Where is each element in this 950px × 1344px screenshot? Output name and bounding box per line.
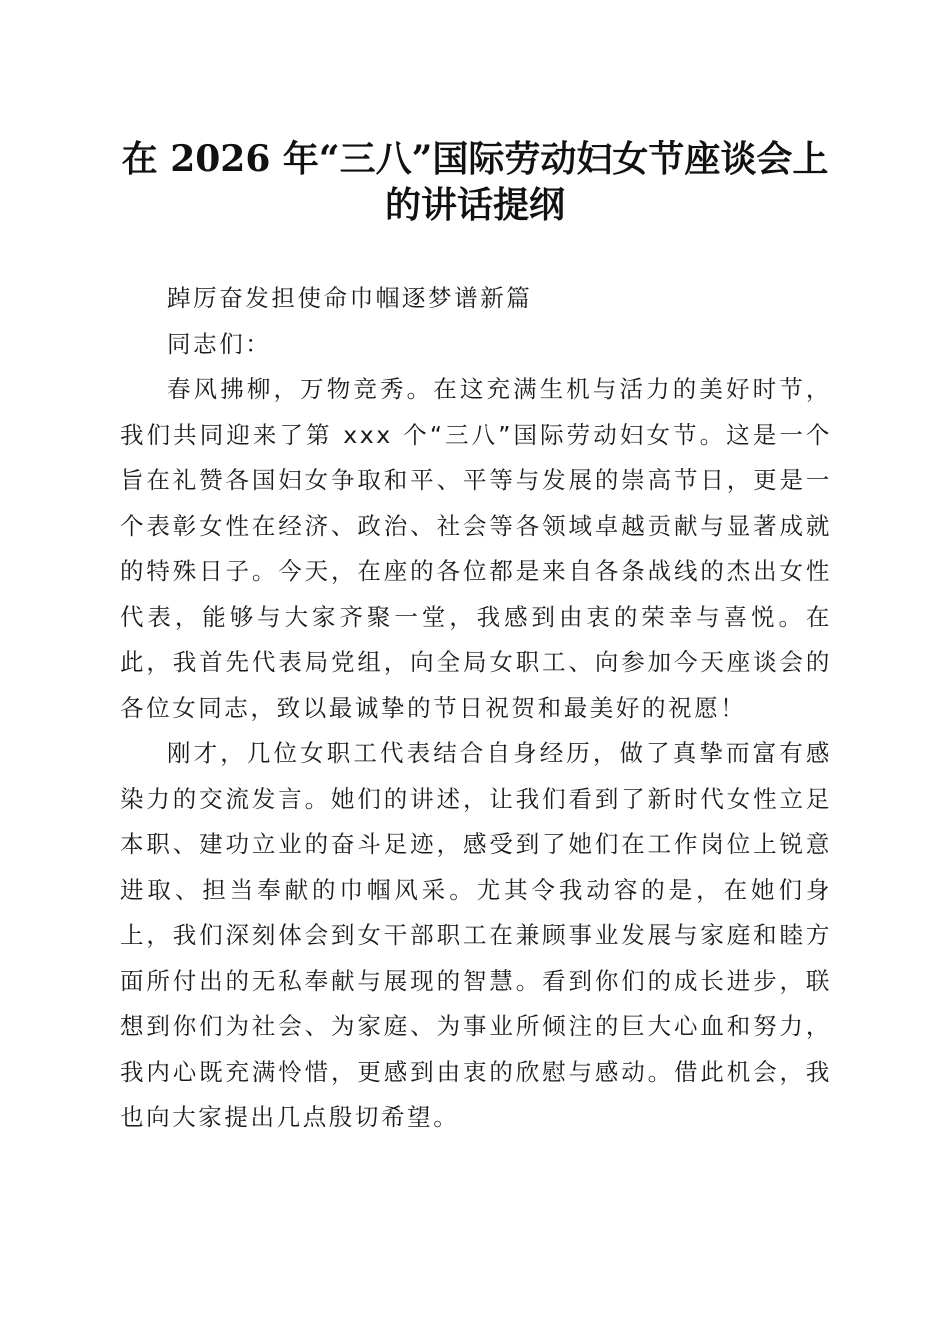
title-line-1: 在 2026 年“三八”国际劳动妇女节座谈会上 — [121, 138, 829, 180]
document-title — [100, 136, 850, 228]
paragraph-2: 刚才，几位女职工代表结合自身经历，做了真挚而富有感染力的交流发言。她们的讲述，让我们看到了新时代女性立足本职、建功立业的奋斗足迹，感受到了她们在工作岗位上锐意进取、担当奉献的巾帼风采。尤其令我动容的是，在她们身上，我们深刻体会到女干部职工在兼顾事业发展与家庭和睦方面所付出的无私奉献与展现的智慧。看到你们的成长进步，联想到你们为社会、为家庭、为事业所倾注的巨大心血和努力，我内心既充满怜惜，更感到由衷的欣慰与感动。借此机会，我也向大家提出几点殷切希望。 — [120, 739, 832, 1131]
paragraph-1: 春风拂柳，万物竞秀。在这充满生机与活力的美好时节，我们共同迎来了第 xxx 个“三八”国际劳动妇女节。这是一个旨在礼赞各国妇女争取和平、平等与发展的崇高节日，更是一个表彰女性在经济、政治、社会等各领域卓越贡献与显著成就的特殊日子。今天，在座的各位都是来自各条战线的杰出女性代表，能够与大家齐聚一堂，我感到由衷的荣幸与喜悦。在此，我首先代表局党组，向全局女职工、向参加今天座谈会的各位女同志，致以最诚挚的节日祝贺和最美好的祝愿！ — [120, 375, 832, 722]
title-line-2: 的讲话提纲 — [384, 184, 565, 226]
salutation: 同志们： — [167, 329, 272, 358]
document-body — [120, 276, 832, 1141]
subtitle: 踔厉奋发担使命巾帼逐梦谱新篇 — [167, 284, 533, 312]
